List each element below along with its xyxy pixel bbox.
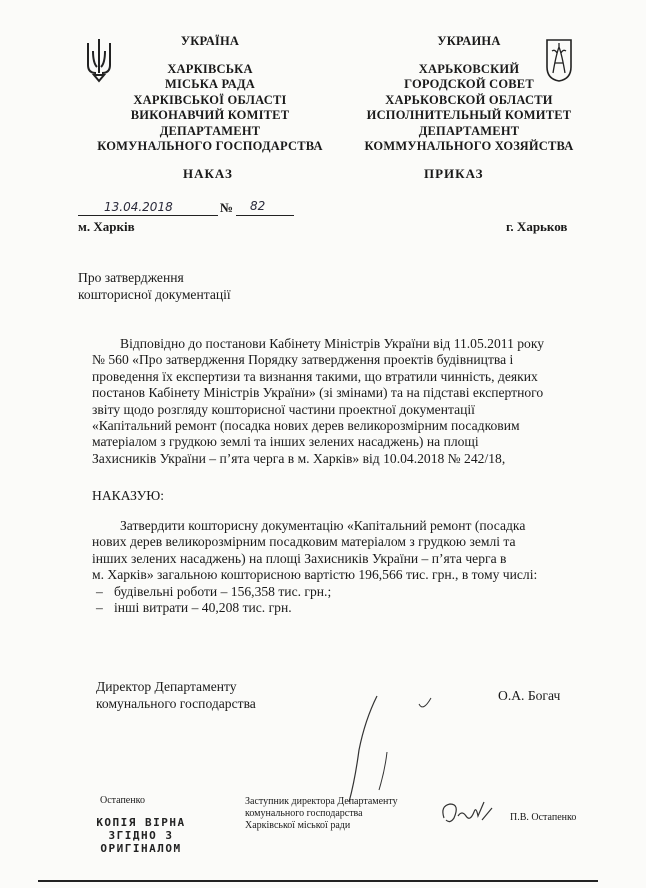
right-header-line: ГОРОДСКОЙ СОВЕТ <box>404 77 534 91</box>
right-header-line: ХАРЬКОВСКИЙ <box>418 61 520 76</box>
certifier-position <box>245 796 398 832</box>
copy-stamp <box>86 816 196 855</box>
copy-stamp-line: ЗГІДНО З <box>108 829 174 842</box>
left-header-line: МІСЬКА РАДА <box>164 77 256 91</box>
right-header-line: КОММУНАЛЬНОГО ХОЗЯЙСТВА <box>364 139 574 153</box>
number-label: № <box>220 200 234 215</box>
order-word: НАКАЗУЮ: <box>92 488 165 503</box>
right-header-line: ДЕПАРТАМЕНТ <box>418 123 520 138</box>
list-item-text: інші витрати – 40,208 тис. грн. <box>114 600 292 616</box>
right-header-country: УКРАИНА <box>437 34 501 48</box>
left-header-country: УКРАЇНА <box>180 34 240 48</box>
left-header-line: ХАРКІВСЬКА <box>167 61 253 76</box>
certifier-position-line: Харківської міської ради <box>245 820 351 831</box>
right-header-line: ИСПОЛНИТЕЛЬНЫЙ КОМИТЕТ <box>366 108 572 122</box>
decision-line: м. Харків» загальною кошторисною вартістю 196,566 тис. грн., в тому числі: <box>92 567 538 583</box>
signatory-name: О.А. Богач <box>498 688 561 703</box>
order-date: 13.04.2018 <box>104 200 173 214</box>
director-signature <box>335 690 445 810</box>
list-item: – будівельні роботи – 156,358 тис. грн.; <box>96 583 332 599</box>
left-header-line: КОМУНАЛЬНОГО ГОСПОДАРСТВА <box>97 139 323 153</box>
executor-name: Остапенко <box>100 795 145 806</box>
decision-line: інших зелених насаджень) на площі Захисників України – п’ята черга в <box>92 550 507 566</box>
bottom-edge-line <box>38 880 598 882</box>
order-title-ru: ПРИКАЗ <box>424 166 484 181</box>
copy-stamp-line: ОРИГІНАЛОМ <box>100 842 182 855</box>
certifier-signature <box>438 798 494 832</box>
number-underline <box>236 215 294 216</box>
decision <box>92 518 577 616</box>
signatory-position <box>96 678 256 712</box>
preamble-line: постанов Кабінету Міністрів України» (зі змінами) та на підставі експертного <box>92 385 544 401</box>
signatory-position-line: комунального господарства <box>96 696 256 711</box>
copy-stamp-line: КОПІЯ ВІРНА <box>96 816 186 829</box>
preamble-line: матеріалом з грудкою землі та інших зелених насаджень) на площі <box>92 434 479 450</box>
preamble-line: Захисників України – п’ята черга в м. Харків» від 10.04.2018 № 242/18, <box>92 450 506 466</box>
left-header <box>60 34 360 155</box>
preamble-line: Відповідно до постанови Кабінету Міністрів України від 11.05.2011 року <box>120 336 545 351</box>
date-underline <box>78 215 218 216</box>
preamble <box>92 336 577 467</box>
certifier-position-line: Заступник директора Департаменту <box>245 796 398 807</box>
preamble-line: № 560 «Про затвердження Порядку затвердження проектів будівництва і <box>92 352 514 368</box>
list-item: – інші витрати – 40,208 тис. грн. <box>96 600 292 616</box>
signatory-position-line: Директор Департаменту <box>96 679 237 694</box>
left-header-line: ВИКОНАВЧИЙ КОМІТЕТ <box>130 108 290 122</box>
left-header-line: ХАРКІВСЬКОЇ ОБЛАСТІ <box>133 92 287 107</box>
subject <box>78 270 231 303</box>
right-header-line: ХАРЬКОВСКОЙ ОБЛАСТИ <box>385 92 553 107</box>
preamble-line: звіту щодо розгляду кошторисної частини проектної документації <box>92 401 475 417</box>
list-item-text: будівельні роботи – 156,358 тис. грн.; <box>114 583 332 599</box>
order-number: 82 <box>250 199 266 213</box>
right-header <box>338 34 600 155</box>
order-title-ua: НАКАЗ <box>183 166 233 181</box>
preamble-line: проведення їх експертизи та визнання такими, що втратили чинність, деяких <box>92 368 538 384</box>
city-ru: г. Харьков <box>506 219 568 234</box>
subject-line: кошторисної документації <box>78 286 231 302</box>
certifier-name: П.В. Остапенко <box>510 812 577 823</box>
preamble-line: «Капітальний ремонт (посадка нових дерев великорозмірним посадковим <box>92 418 520 434</box>
left-header-line: ДЕПАРТАМЕНТ <box>159 123 261 138</box>
decision-line: Затвердити кошторисну документацію «Капітальний ремонт (посадка <box>120 518 526 533</box>
subject-line: Про затвердження <box>78 270 184 285</box>
certifier-position-line: комунального господарства <box>245 808 363 819</box>
decision-line: нових дерев великорозмірним посадковим матеріалом з грудкою землі та <box>92 534 516 550</box>
city-ua: м. Харків <box>78 219 135 234</box>
